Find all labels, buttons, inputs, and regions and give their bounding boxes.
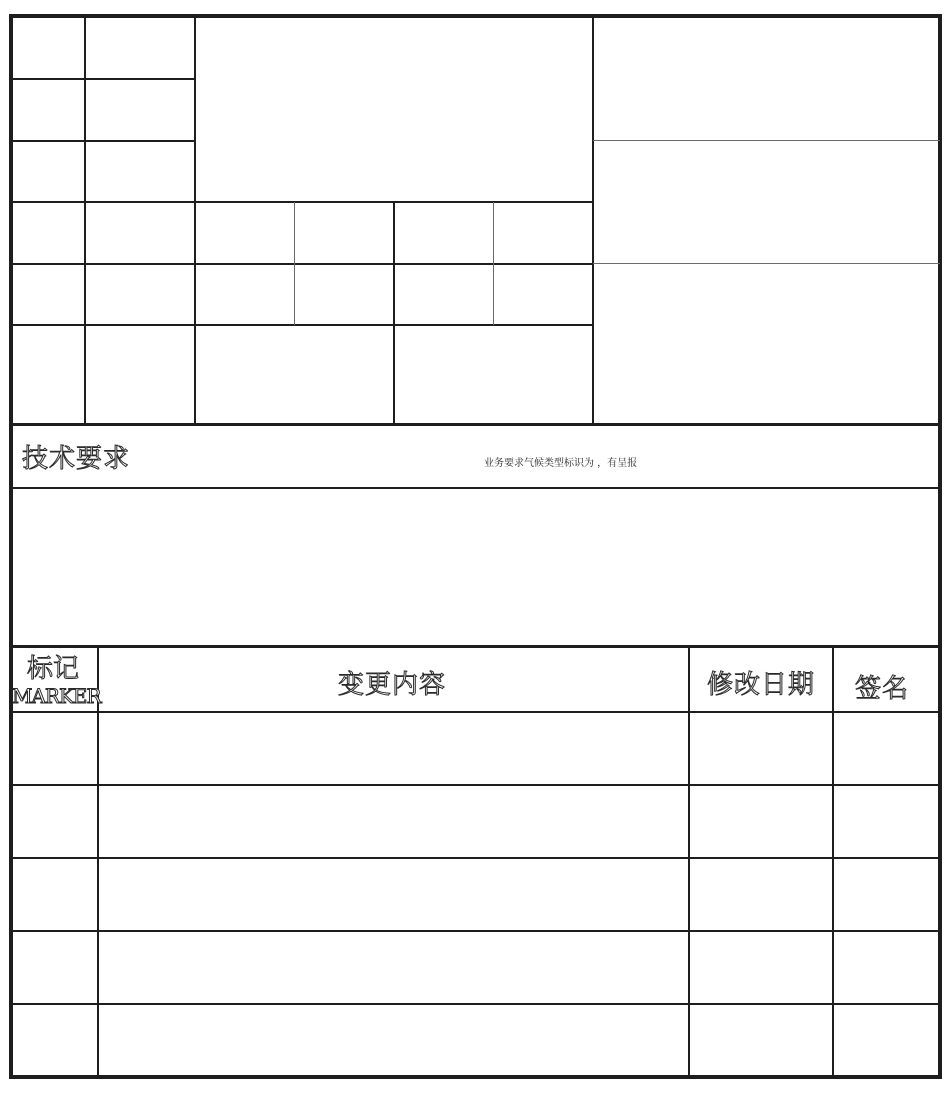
border-bottom (9, 1075, 942, 1079)
header-signature: 签名 (855, 674, 910, 704)
title-block-hline-3 (11, 201, 594, 203)
tech-requirements-title: 技术要求 (22, 444, 131, 474)
title-block-subcol-2 (393, 202, 395, 424)
title-block-vline-3 (592, 16, 594, 424)
change-table-top-line (11, 645, 940, 648)
title-block-hline-1 (11, 78, 195, 80)
header-change-content: 变更内容 (338, 670, 447, 700)
header-marker-en: MARKER (12, 684, 101, 708)
change-row-2 (13, 786, 938, 857)
title-block-subcol-3 (493, 202, 494, 325)
title-block-hline-4 (11, 263, 594, 265)
header-marker-cn: 标记 (27, 654, 80, 684)
change-row-4 (13, 932, 938, 1003)
change-row-5 (13, 1005, 938, 1075)
tech-divider-line (11, 487, 940, 489)
title-block-right-hline-1 (593, 140, 940, 141)
title-block-hline-2 (11, 140, 195, 142)
title-block-subcol-1 (294, 202, 295, 325)
tech-top-line (11, 423, 940, 426)
title-block-right-hline-2 (593, 263, 940, 264)
border-top (9, 14, 942, 18)
header-modify-date: 修改日期 (707, 670, 816, 700)
tech-requirements-body (13, 490, 938, 644)
tech-requirements-note: 业务要求气候类型标识为 ，有呈报 (484, 458, 638, 469)
border-right (938, 14, 942, 1079)
title-block-hline-5 (11, 324, 594, 326)
change-row-3 (13, 859, 938, 930)
change-row-1 (13, 713, 938, 784)
